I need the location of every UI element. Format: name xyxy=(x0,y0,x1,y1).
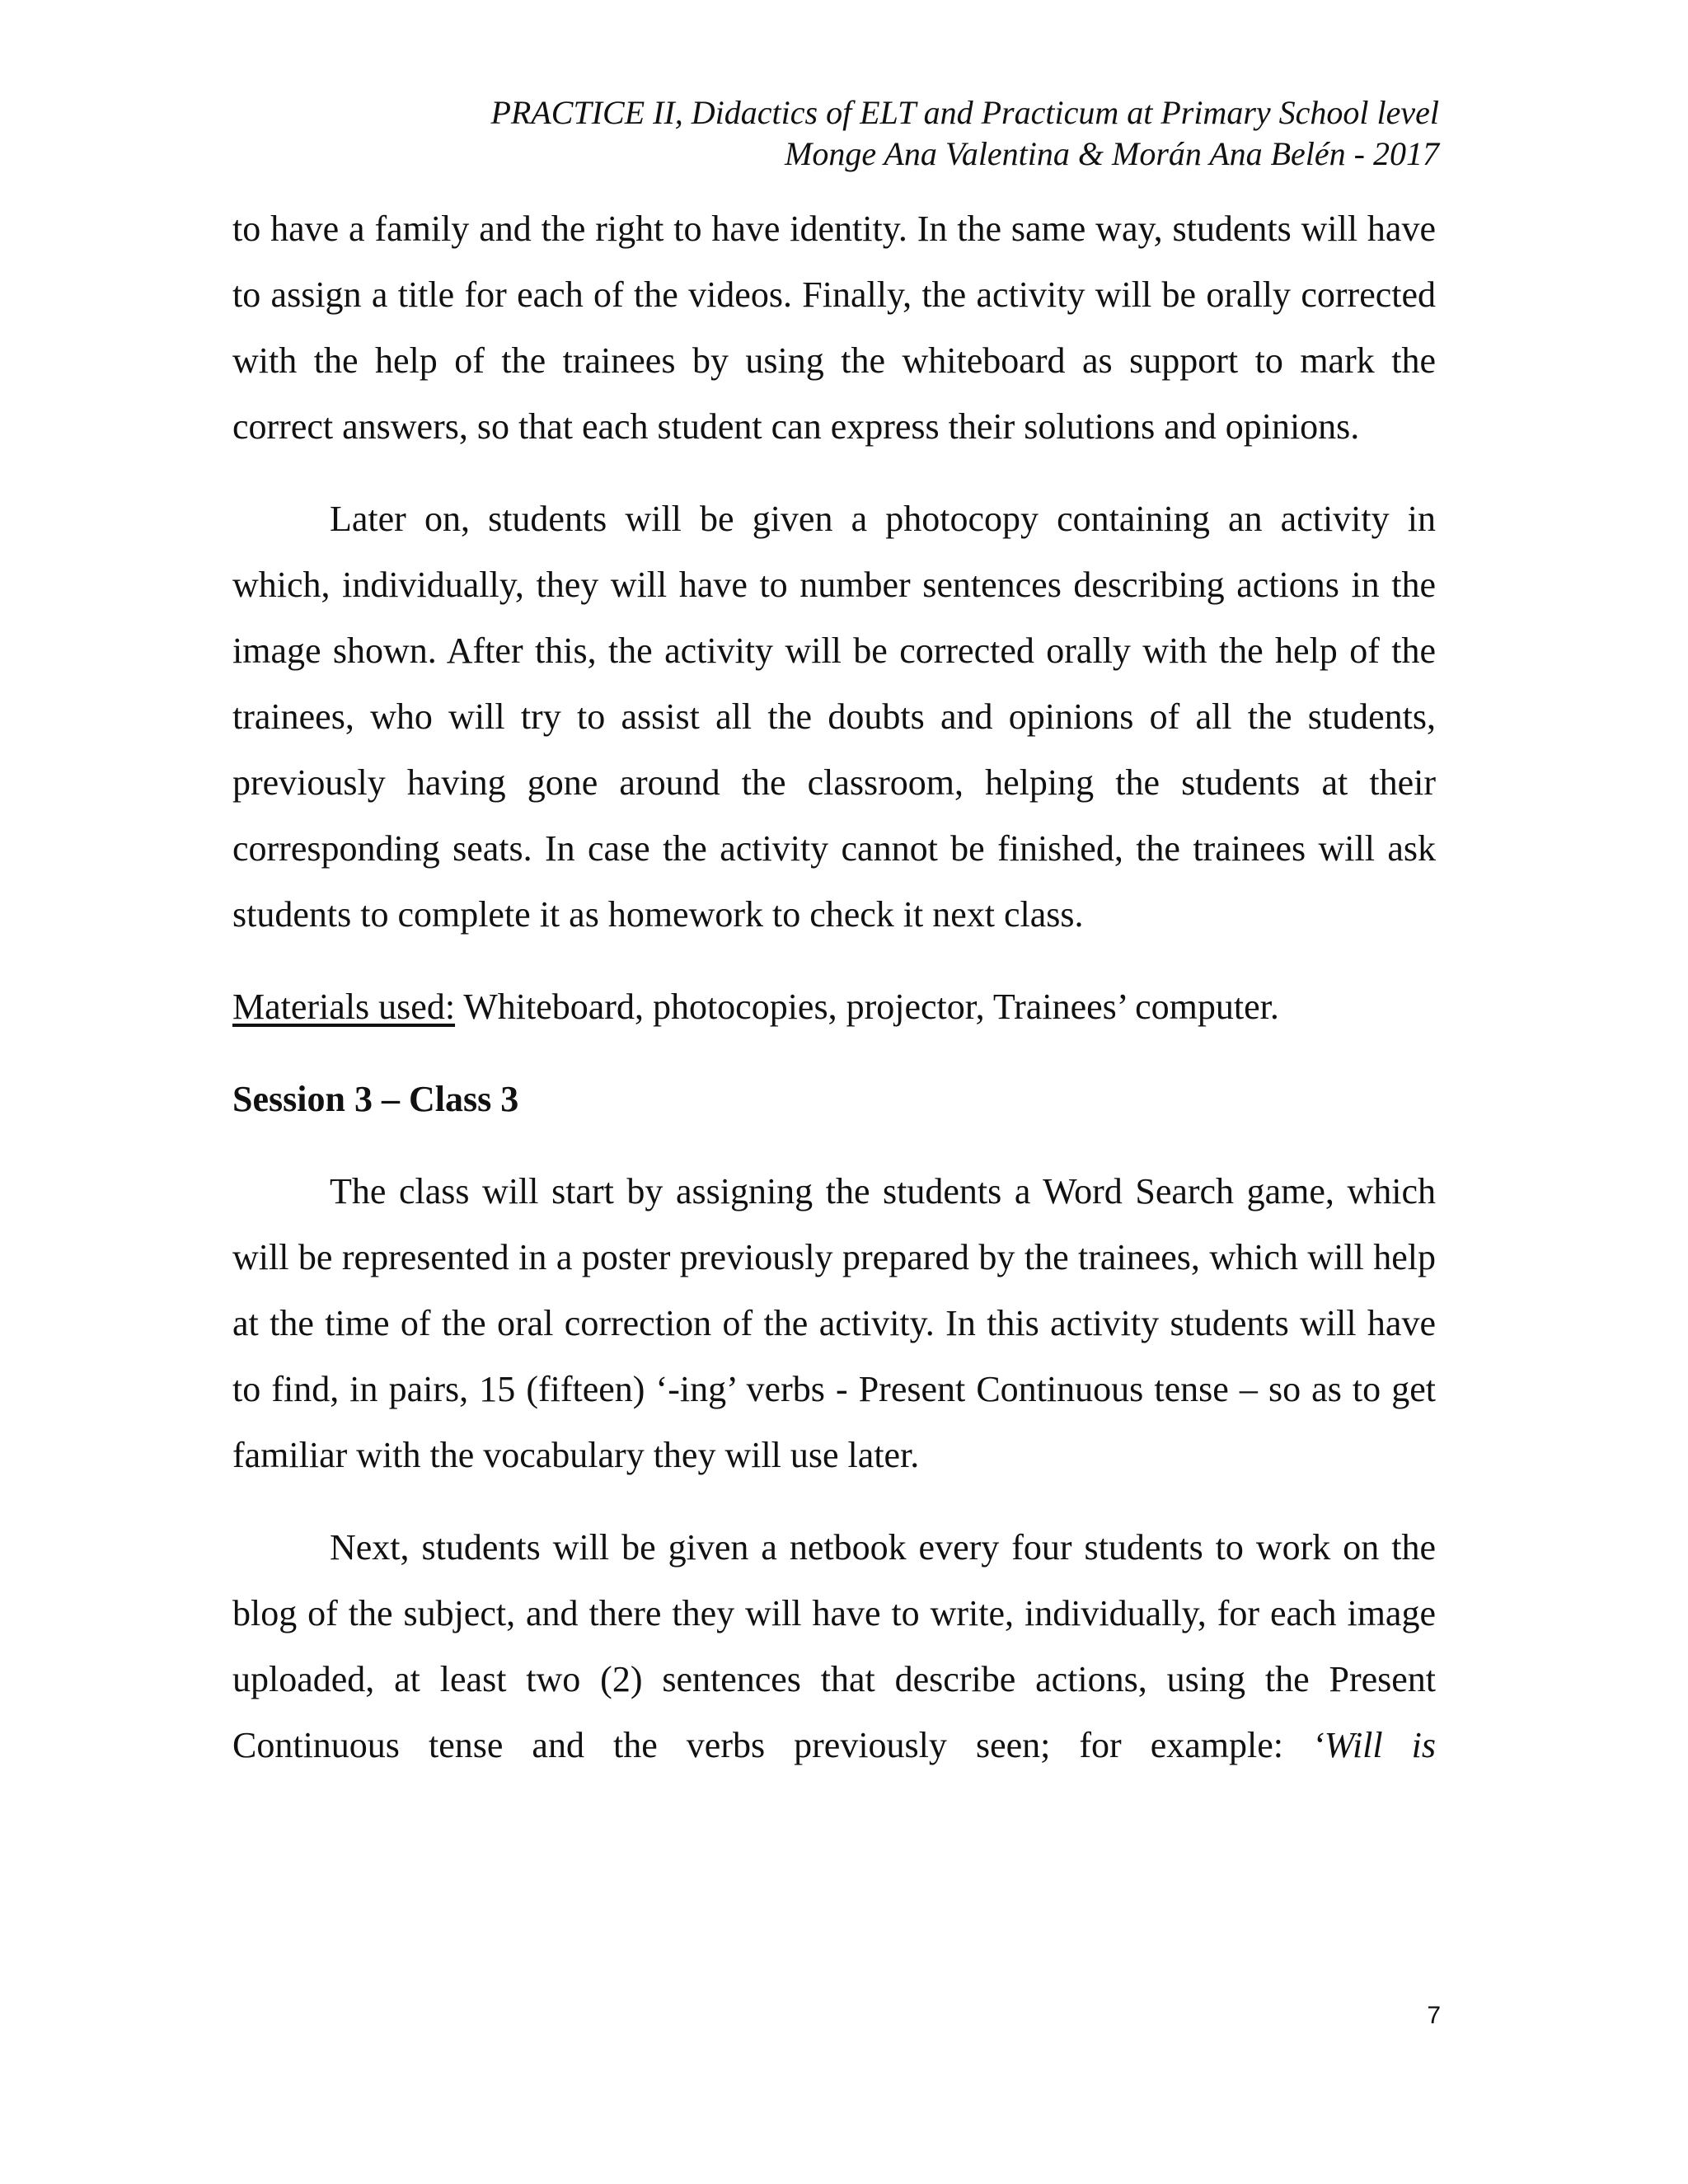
document-body xyxy=(232,196,1436,1779)
materials-label: Materials used: xyxy=(232,987,456,1027)
running-header xyxy=(490,92,1439,175)
paragraph-netbook-blog xyxy=(232,1515,1436,1779)
paragraph-netbook-blog-text: Next, students will be given a netbook every four students to work on the blog of the subject, and there they will have to write, individually, for each image uploaded, at least two (2) sentences that describe actions, using the Present Continuous tense and the verbs previously seen; for example: xyxy=(232,1527,1436,1765)
session-heading: Session 3 – Class 3 xyxy=(232,1079,519,1119)
materials-line xyxy=(232,974,1436,1040)
example-quote: ‘Will is xyxy=(1312,1725,1437,1765)
paragraph-continuation: to have a family and the right to have identity. In the same way, students will have to assign a title for each of the videos. Finally, the activity will be orally corrected with the help of the trainees by using the whiteboard as support to mark the correct answers, so that each student can express their solutions and opinions. xyxy=(232,209,1436,447)
paragraph-photocopy-activity: Later on, students will be given a photocopy containing an activity in which, individually, they will have to number sentences describing actions in the image shown. After this, the activity will be corrected orally with the help of the trainees, who will try to assist all the doubts and opinions of all the students, previously having gone around the classroom, helping the students at their corresponding seats. In case the activity cannot be finished, the trainees will ask students to complete it as homework to check it next class. xyxy=(232,499,1436,935)
header-course-title: PRACTICE II, Didactics of ELT and Practicum at Primary School level xyxy=(490,94,1439,131)
materials-list: Whiteboard, photocopies, projector, Trainees’ computer. xyxy=(455,987,1279,1027)
page-number: 7 xyxy=(1427,2002,1441,2029)
paragraph-word-search: The class will start by assigning the students a Word Search game, which will be represented in a poster previously prepared by the trainees, which will help at the time of the oral correction of the activity. In this activity students will have to find, in pairs, 15 (fifteen) ‘-ing’ verbs - Present Continuous tense – so as to get familiar with the vocabulary they will use later. xyxy=(232,1171,1436,1475)
header-authors: Monge Ana Valentina & Morán Ana Belén - 2017 xyxy=(785,135,1439,172)
